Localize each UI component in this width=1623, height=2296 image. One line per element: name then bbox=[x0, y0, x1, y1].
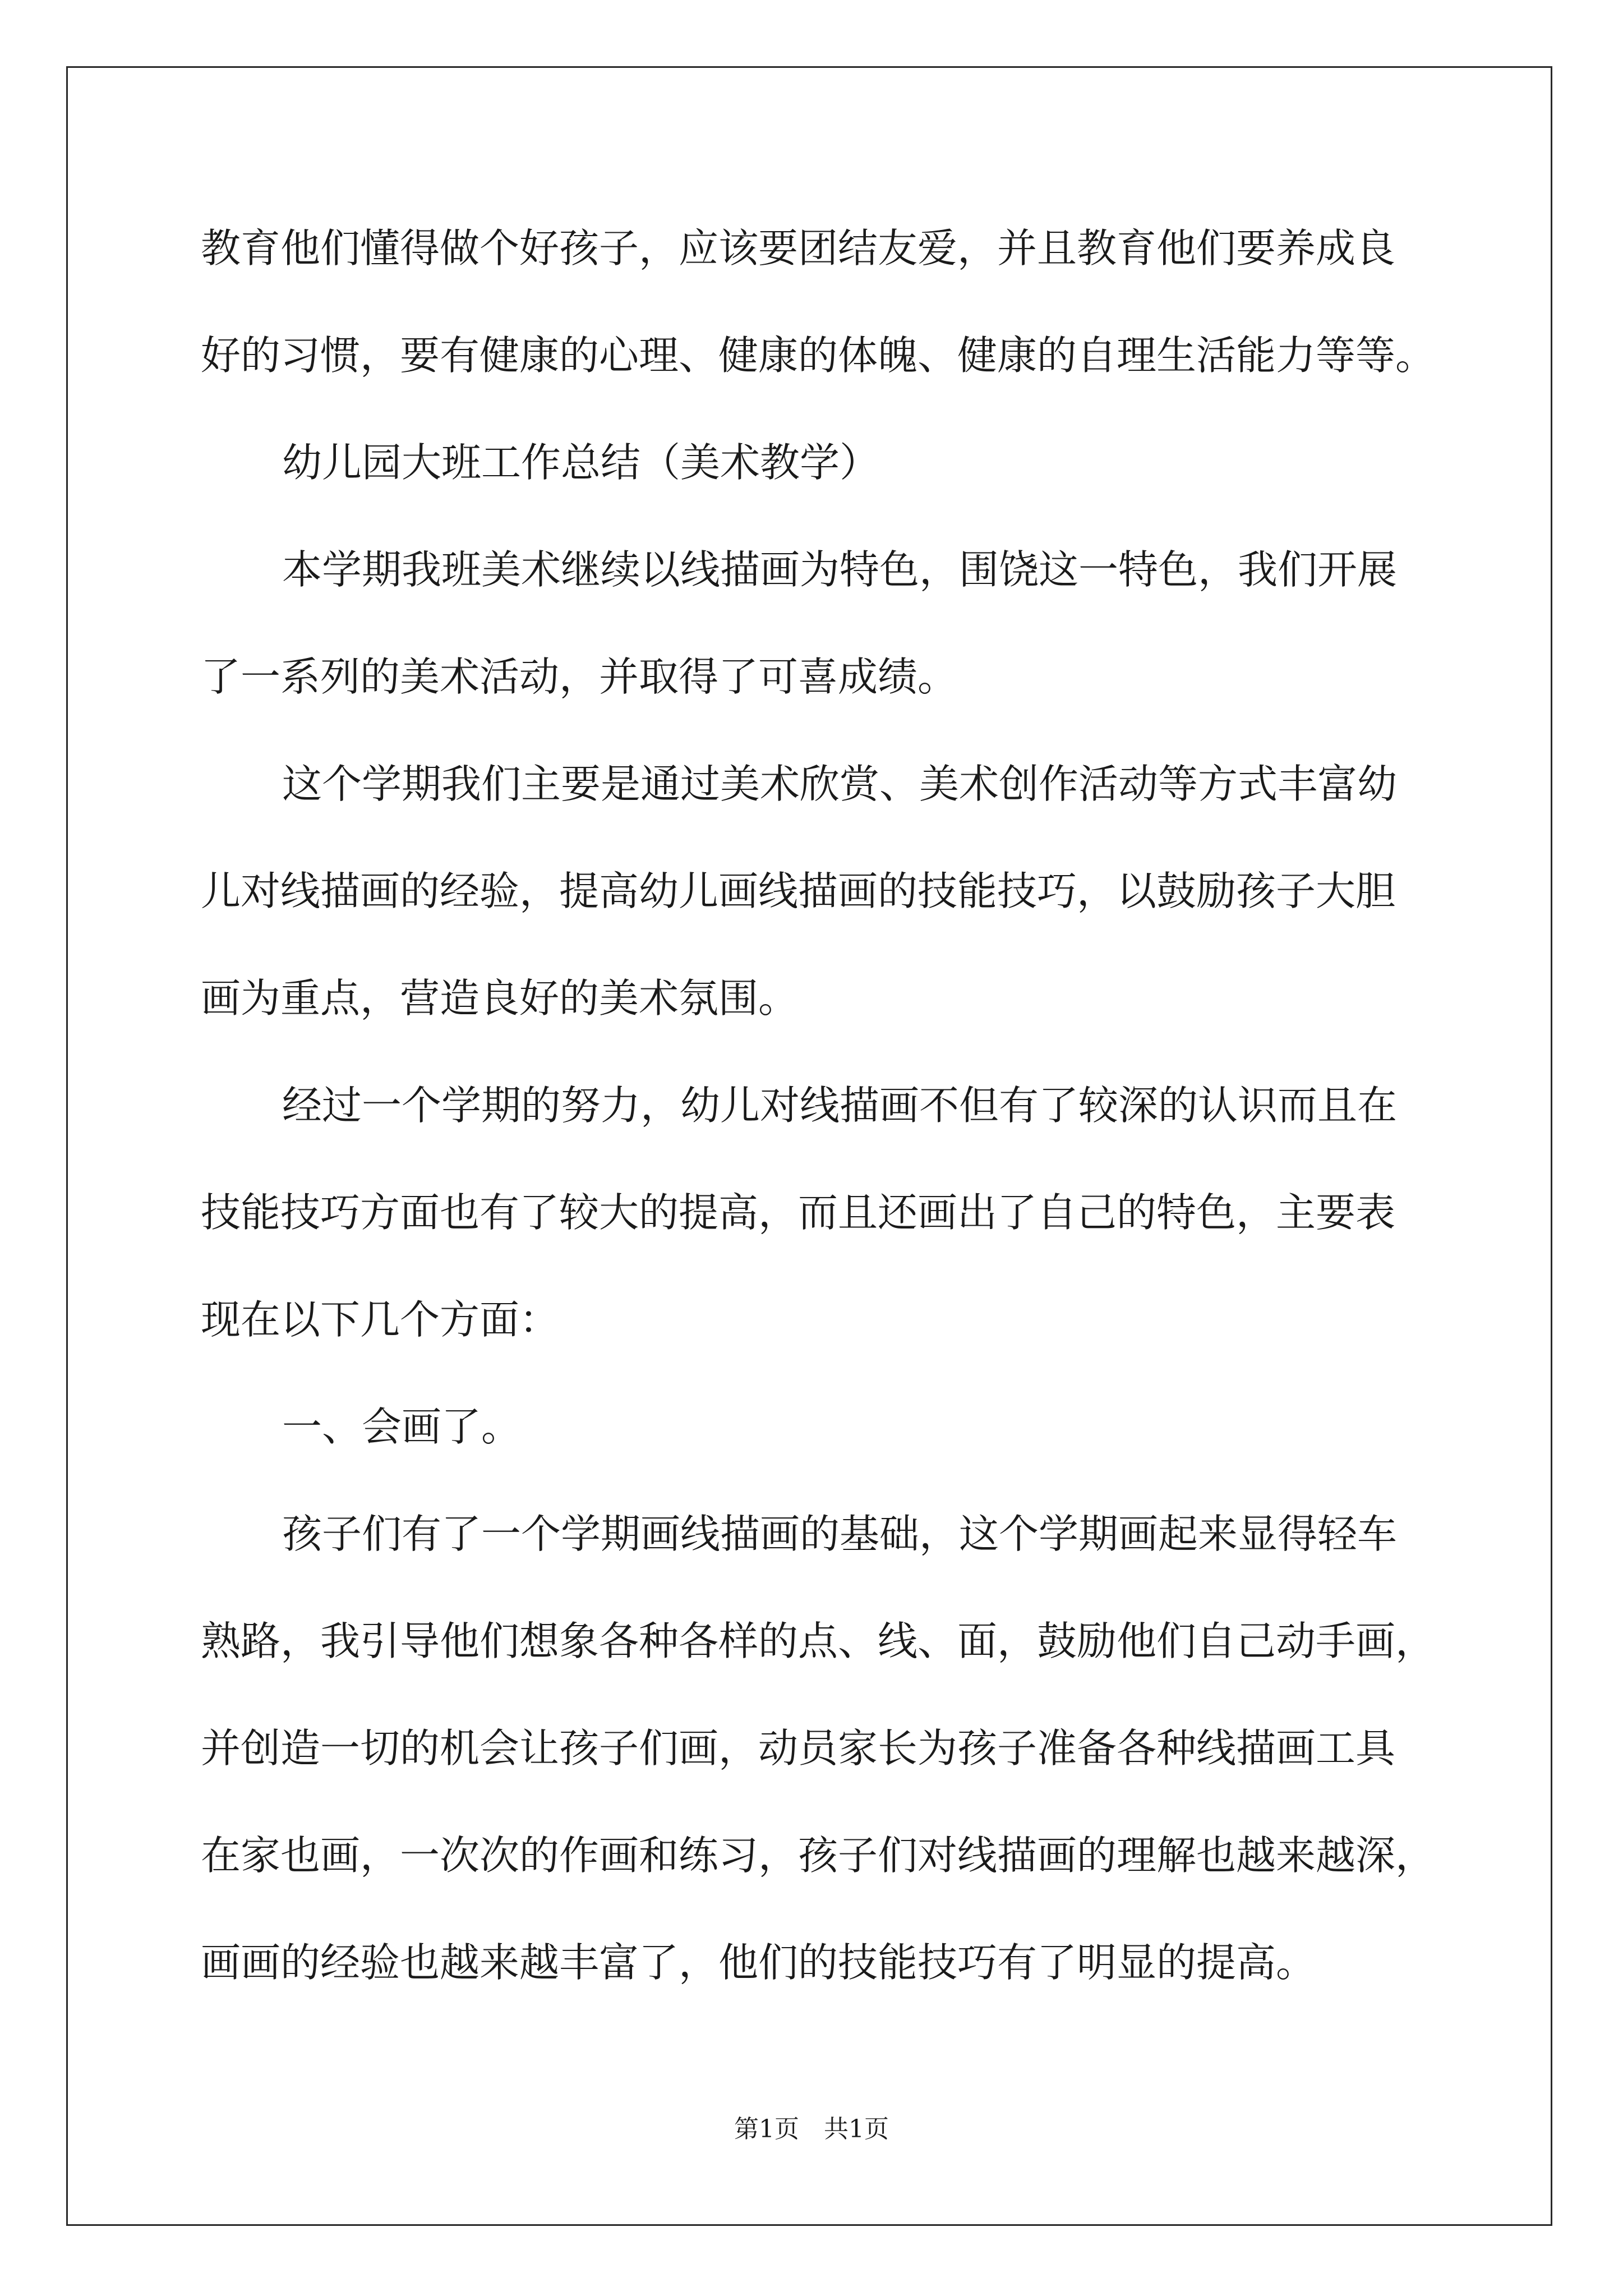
body-text-line: 了一系列的美术活动，并取得了可喜成绩。 bbox=[201, 654, 958, 700]
body-text-line: 在家也画，一次次的作画和练习，孩子们对线描画的理解也越来越深， bbox=[201, 1832, 1436, 1879]
body-text-line: 画为重点，营造良好的美术氛围。 bbox=[201, 975, 799, 1022]
section-heading: 幼儿园大班工作总结（美术教学） bbox=[282, 439, 880, 486]
body-text-line: 儿对线描画的经验，提高幼儿画线描画的技能技巧，以鼓励孩子大胆 bbox=[201, 868, 1396, 914]
body-text-line: 技能技巧方面也有了较大的提高，而且还画出了自己的特色，主要表 bbox=[201, 1189, 1396, 1236]
page-border bbox=[66, 66, 1552, 2226]
body-text-line: 好的习惯，要有健康的心理、健康的体魄、健康的自理生活能力等等。 bbox=[201, 332, 1436, 379]
body-text-line: 这个学期我们主要是通过美术欣赏、美术创作活动等方式丰富幼 bbox=[282, 761, 1398, 807]
body-text-line: 并创造一切的机会让孩子们画，动员家长为孩子准备各种线描画工具 bbox=[201, 1725, 1396, 1772]
body-text-line: 画画的经验也越来越丰富了，他们的技能技巧有了明显的提高。 bbox=[201, 1939, 1316, 1986]
body-text-line: 现在以下几个方面： bbox=[201, 1296, 560, 1343]
list-heading: 一、会画了。 bbox=[282, 1404, 522, 1450]
body-text-line: 经过一个学期的努力，幼儿对线描画不但有了较深的认识而且在 bbox=[282, 1082, 1398, 1129]
body-text-line: 孩子们有了一个学期画线描画的基础，这个学期画起来显得轻车 bbox=[282, 1511, 1398, 1557]
body-text-line: 熟路，我引导他们想象各种各样的点、线、面，鼓励他们自己动手画， bbox=[201, 1618, 1436, 1664]
page-number: 第1页 共1页 bbox=[734, 2115, 889, 2143]
body-text-line: 本学期我班美术继续以线描画为特色，围饶这一特色，我们开展 bbox=[282, 546, 1398, 593]
body-text-line: 教育他们懂得做个好孩子，应该要团结友爱，并且教育他们要养成良 bbox=[201, 225, 1396, 272]
